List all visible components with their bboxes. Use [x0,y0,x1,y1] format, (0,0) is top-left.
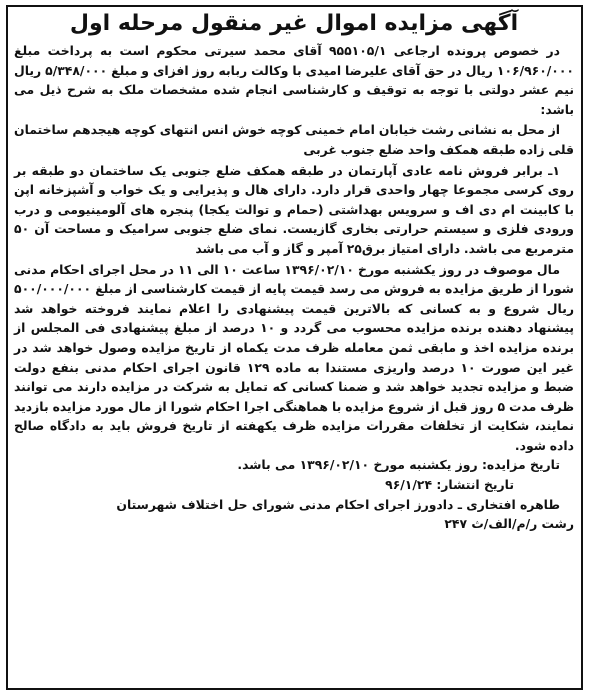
publish-date-line [14,475,574,495]
signature-line: طاهره افتخاری ـ دادورز اجرای احکام مدنی شورای حل اختلاف شهرستان [116,496,560,512]
notice-title: آگهی مزایده اموال غیر منقول مرحله اول [69,11,519,36]
auction-terms-paragraph: مال موصوف در روز یکشنبه مورخ ۱۳۹۶/۰۲/۱۰ ساعت ۱۰ الی ۱۱ در محل اجرای احکام مدنی شورا از طریق مزایده به فروش می رسد قیمت پایه از قیمت کارشناسی از مبلغ ۵۰۰/۰۰۰/۰۰۰ ریال شروع و به کسانی که بالاترین قیمت پیشنهادی را اعلام نمایند فروخته خواهد شد پیشنهاد دهنده برنده مزایده محسوب می گردد و ۱۰ درصد از مبلغ پیشنهادی فی المجلس از برنده مزایده اخذ و مابقی ثمن معامله ظرف مدت یکماه از تاریخ مزایده وصول خواهد شد در غیر این صورت ۱۰ درصد واریزی مستندا به ماده ۱۲۹ قانون اجرای احکام مدنی بنفع دولت ضبط و مزایده تجدید خواهد شد و ضمنا کسانی که تمایل به شرکت در مزایده دارند می توانند ظرف مدت ۵ روز قبل از شروع مزایده با هماهنگی اجرا احکام شورا از مال مورد مزایده بازدید نمایند، شکایت از تخلفات مقررات مزایده ظرف یکهفته از تاریخ فروش باید به دادگاه صالح داده شود. [14,261,574,453]
auction-date: تاریخ مزایده: روز یکشنبه مورخ ۱۳۹۶/۰۲/۱۰ می باشد. [237,457,560,473]
reference-line: رشت ر/م/الف/ث ۲۴۷ [444,516,574,532]
property-description: ۱ـ برابر فروش نامه عادی آپارتمان در طبقه همکف ضلع جنوبی یک ساختمان دو طبقه بر روی کرسی مجموعا چهار واحدی قرار دارد. دارای هال و پذیرایی و یک خواب و آشپزخانه اپن با کابینت ام دی اف و سرویس بهداشتی (حمام و توالت یکجا) پنجره های آلومینیومی و درب ورودی فلزی و سیستم حرارتی بخاری گازیست. نمای ضلع جنوبی سرامیک و مساحت آن ۵۰ مترمربع می باشد. دارای امتیاز برق۲۵ آمپر و گاز و آب می باشد [14,162,574,256]
auction-notice [6,5,583,690]
publish-date-value: ۹۶/۱/۲۴ [385,477,433,493]
intro-paragraph: در خصوص پرونده ارجاعی ۹۵۵۱۰۵/۱ آقای محمد سیرتی محکوم است به پرداخت مبلغ ۱۰۶/۹۶۰/۰۰۰ ریال در حق آقای علیرضا امیدی با وکالت ربابه روز افزای و مبلغ ۵/۳۴۸/۰۰۰ ریال نیم عشر دولتی با توجه به توقیف و کارشناسی انجام شده مشخصات ملک به شرح ذیل می باشد: [14,43,574,117]
publish-date-label: تاریخ انتشار: [436,477,514,493]
location-paragraph: از محل به نشانی رشت خیابان امام خمینی کوچه خوش انس انتهای کوچه هیجدهم ساختمان قلی زاده طبقه همکف واحد ضلع جنوب غربی [14,122,574,157]
